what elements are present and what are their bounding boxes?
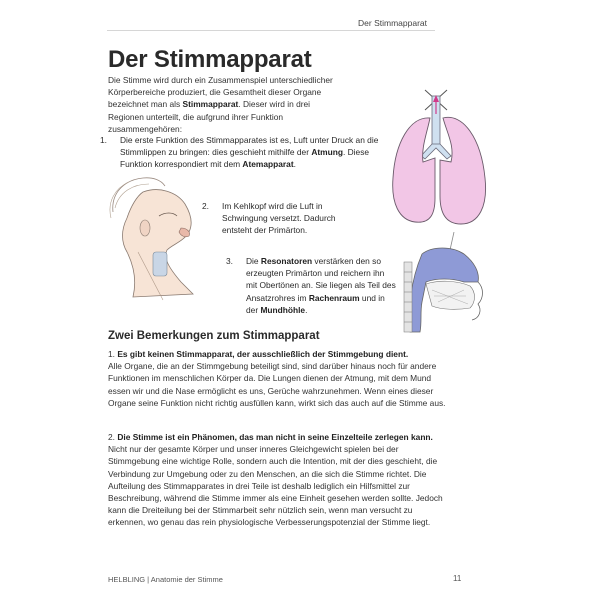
function-item-2: 2. Im Kehlkopf wird die Luft in Schwingung versetzt. Dadurch entsteht der Primärton.	[202, 201, 336, 236]
resonators-illustration	[392, 232, 492, 337]
page-title: Der Stimmapparat	[108, 46, 312, 73]
lungs-illustration	[385, 88, 505, 228]
function-item-1: 1. Die erste Funktion des Stimmapparates ist es, Luft unter Druck an die Stimmlippen zu bringen: dies geschieht mithilfe der Atmung. Diese Funktion korrespondiert mit dem Atemapparat.	[100, 135, 379, 170]
running-header	[107, 12, 435, 31]
page-number: 11	[453, 574, 462, 583]
remark-1: 1. Es gibt keinen Stimmapparat, der ausschließlich der Stimmgebung dient. Alle Organe, die an der Stimmgebung beteiligt sind, sind darüber hinaus noch für andere Funktionen im menschlichen Körper da. Die Lungen dienen der Atmung, mit dem Mund essen wir und die Nase ermöglicht es uns, Gerüche wahrzunehmen. Wenn eines dieser Organe seine Funktion nicht richtig ausfüllen kann, wirkt sich das auch auf die Stimme aus.	[108, 349, 446, 408]
intro-paragraph: Die Stimme wird durch ein Zusammenspiel unterschiedlicher Körperbereiche produziert, die Gesamtheit dieser Organe bezeichnet man als Stimmapparat. Dieser wird in drei Regionen unterteilt, die aufgrund ihrer Funktion zusammengehören:	[108, 75, 333, 134]
running-title: Der Stimmapparat	[358, 18, 427, 28]
section-heading: Zwei Bemerkungen zum Stimmapparat	[108, 330, 320, 342]
footer-publisher: HELBLING | Anatomie der Stimme	[108, 575, 223, 584]
function-item-3: 3. Die Resonatoren verstärken den so erzeugten Primärton und reichern ihn mit Obertönen an. Sie liegen als Teil des Ansatzrohres im Rachenraum und in der Mundhöhle.	[226, 256, 396, 315]
head-neck-illustration	[93, 172, 223, 307]
remark-2: 2. Die Stimme ist ein Phänomen, das man nicht in seine Einzelteile zerlegen kann. Nicht nur der gesamte Körper und unser inneres Gleichgewicht spielen bei der Stimmgebung eine wichtige Rolle, sondern auch die Intention, mit der dies geschieht, die Verbindung zur Umgebung oder zu den Menschen, an die sich die Stimme richtet. Die Aufteilung des Stimmapparates in drei Teile ist deshalb lediglich ein Hilfsmittel zur Beschreibung, während die Stimme immer als eine Einheit gesehen werden sollte. Jedoch kann die Dreiteilung bei der Stimmarbeit sehr nützlich sein, wenn man versucht zu erkennen, wo genau das rein physiologische Verbesserungspotenzial der Stimme liegt.	[108, 432, 443, 528]
